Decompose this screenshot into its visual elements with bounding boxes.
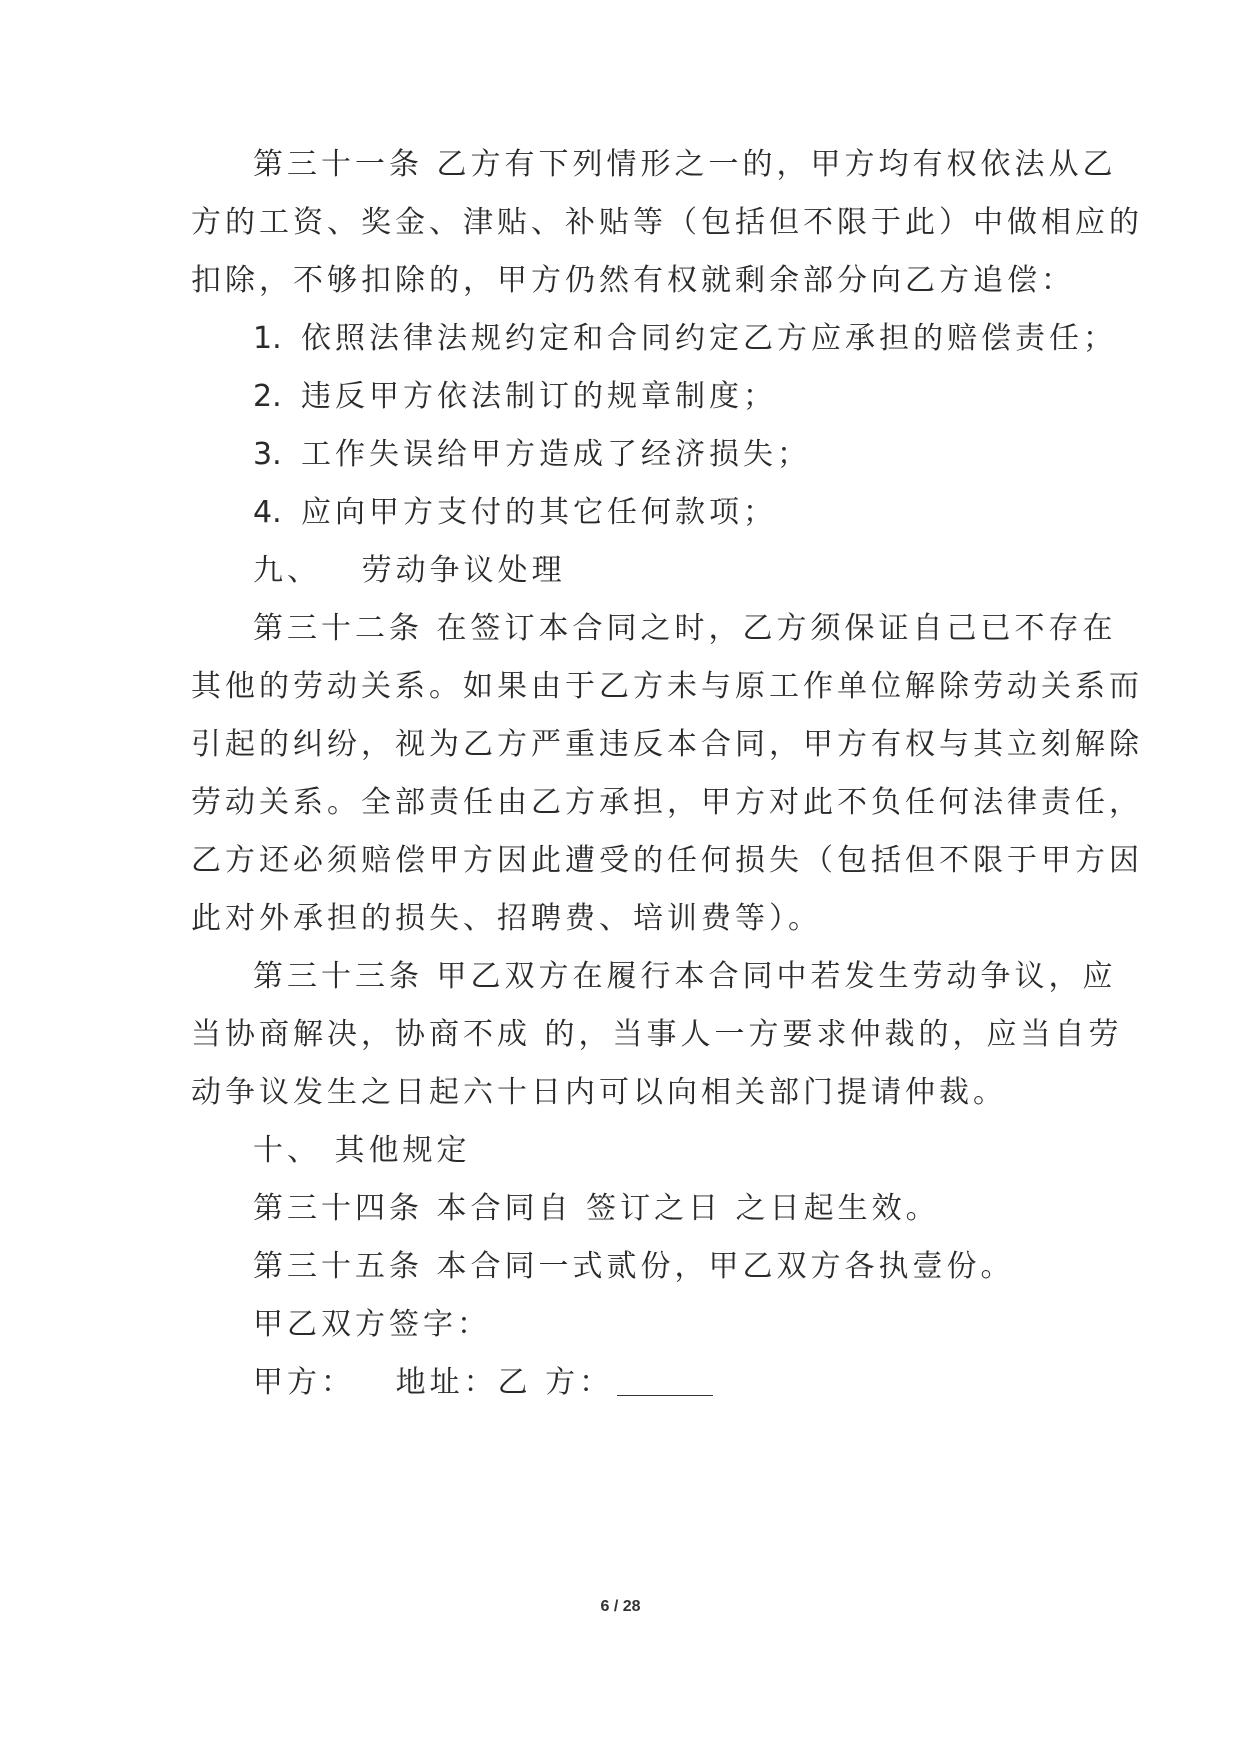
signature-line-text: 甲方： 地址：乙 方： xyxy=(253,1365,614,1400)
list-item xyxy=(253,435,1133,475)
article-32-line-6: 此对外承担的损失、招聘费、培训费等）。 xyxy=(191,901,822,936)
article-33-line-3: 动争议发生之日起六十日内可以向相关部门提请仲裁。 xyxy=(191,1075,1007,1110)
page-number: 6 / 28 xyxy=(600,1598,641,1615)
list-item-number: 2. xyxy=(253,379,282,414)
section-9-heading: 九、 劳动争议处理 xyxy=(253,553,566,588)
article-31-line-2: 方的工资、奖金、津贴、补贴等（包括但不限于此）中做相应的 xyxy=(191,205,1143,240)
list-item xyxy=(253,319,1133,359)
list-item-number: 4. xyxy=(253,495,282,530)
article-32-line-2: 其他的劳动关系。如果由于乙方未与原工作单位解除劳动关系而 xyxy=(191,669,1143,704)
article-32-line-1: 第三十二条 在签订本合同之时，乙方须保证自己已不存在 xyxy=(253,611,1117,646)
list-item-text: 依照法律法规约定和合同约定乙方应承担的赔偿责任； xyxy=(301,321,1117,356)
list-item-number: 1. xyxy=(253,321,282,356)
list-item-text: 应向甲方支付的其它任何款项； xyxy=(301,495,777,530)
article-35: 第三十五条 本合同一式贰份，甲乙双方各执壹份。 xyxy=(253,1249,1015,1284)
article-33-line-2: 当协商解决，协商不成 的，当事人一方要求仲裁的，应当自劳 xyxy=(191,1017,1123,1052)
section-10-heading: 十、 其他规定 xyxy=(253,1133,471,1168)
article-33-line-1: 第三十三条 甲乙双方在履行本合同中若发生劳动争议，应 xyxy=(253,959,1117,994)
signature-blank xyxy=(617,1367,713,1396)
article-31-line-1: 第三十一条 乙方有下列情形之一的，甲方均有权依法从乙 xyxy=(253,147,1117,182)
signature-title: 甲乙双方签字： xyxy=(253,1307,491,1342)
article-31-line-3: 扣除，不够扣除的，甲方仍然有权就剩余部分向乙方追偿： xyxy=(191,263,1075,298)
list-item xyxy=(253,493,1133,533)
signature-line xyxy=(253,1363,1133,1403)
article-32-line-4: 劳动关系。全部责任由乙方承担，甲方对此不负任何法律责任， xyxy=(191,785,1143,820)
list-item-text: 违反甲方依法制订的规章制度； xyxy=(301,379,777,414)
article-32-line-3: 引起的纠纷，视为乙方严重违反本合同，甲方有权与其立刻解除 xyxy=(191,727,1143,762)
article-32-line-5: 乙方还必须赔偿甲方因此遭受的任何损失（包括但不限于甲方因 xyxy=(191,843,1143,878)
list-item xyxy=(253,377,1133,417)
list-item-text: 工作失误给甲方造成了经济损失； xyxy=(301,437,811,472)
list-item-number: 3. xyxy=(253,437,282,472)
article-34: 第三十四条 本合同自 签订之日 之日起生效。 xyxy=(253,1191,940,1226)
